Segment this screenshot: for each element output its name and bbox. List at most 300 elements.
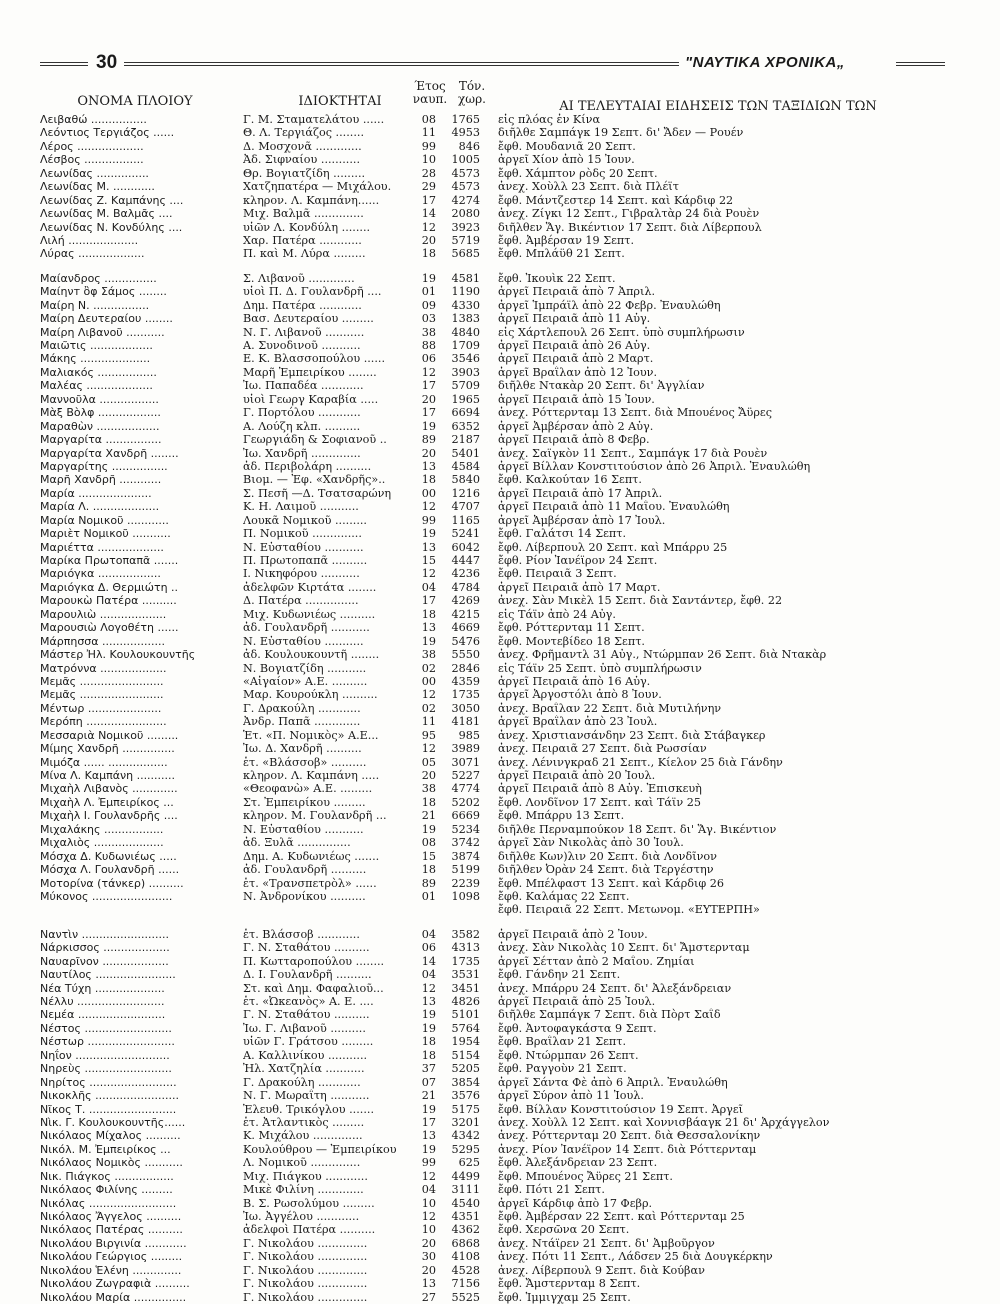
ship-name: Μαργαρίτα Χανδρῆ ........ — [40, 446, 179, 460]
table-row — [40, 113, 960, 126]
owner-name: Λουκᾶ Νομικοῦ ......... — [243, 513, 367, 527]
owner-name: υἱοὶ Γεωργ Καραβία ..... — [243, 392, 379, 406]
build-year: 99 — [421, 139, 436, 153]
voyage-news: ἔφθ. Μουδανιᾶ 20 Σεπτ. — [498, 139, 636, 153]
voyage-news: ἔφθ. Βίλλαν Κονστιτούσιον 19 Σεπτ. Ἀργεῖ — [498, 1102, 744, 1116]
header-rule-left — [40, 62, 88, 66]
build-year: 14 — [421, 207, 436, 221]
build-year: 02 — [421, 701, 436, 715]
tonnage: 1165 — [451, 513, 480, 527]
owner-name: ἀδ. Περιβολάρη .......... — [243, 459, 372, 473]
table-row — [40, 863, 960, 876]
column-header-tonnage — [452, 80, 492, 106]
voyage-news: ἔφθ. Ἰκουὶκ 22 Σεπτ. — [498, 271, 616, 285]
build-year: 04 — [421, 927, 436, 941]
owner-name: Δ. Πατέρα ............... — [243, 594, 359, 608]
table-row — [40, 326, 960, 339]
ship-name: Μιχαὴλ Λιβανὸς ............. — [40, 782, 178, 796]
build-year: 14 — [421, 954, 436, 968]
voyage-news: διῆλθε Σαμπάγκ 7 Σεπτ. διὰ Πὸρτ Σαΐδ — [498, 1008, 721, 1022]
owner-name: Μικὲ Φιλίνη ............. — [243, 1183, 364, 1197]
owner-name: Γ. Δρακούλη ............ — [243, 701, 361, 715]
ship-name: Μόσχα Δ. Κυδωνιέως ..... — [40, 849, 177, 863]
owner-name: κληρον. Λ. Καμπάνη ..... — [243, 769, 380, 782]
voyage-news: ἀργεῖ Σέτταν ἀπὸ 2 Μαΐου. Ζημίαι — [498, 954, 695, 968]
tonnage: 4540 — [451, 1196, 480, 1210]
build-year: 18 — [421, 1048, 436, 1062]
ship-name: Ναυτίλος ....................... — [40, 968, 176, 982]
table-row — [40, 554, 960, 567]
build-year: 19 — [421, 527, 436, 541]
table-row — [40, 153, 960, 166]
build-year: 89 — [421, 433, 436, 447]
owner-name: υἱῶν Γ. Γράτσου ......... — [243, 1035, 374, 1049]
table-row — [40, 460, 960, 473]
table-row — [40, 1264, 960, 1277]
voyage-news: ἀργεῖ Βίλλαν Κονστιτούσιον ἀπὸ 26 Ἀπριλ. Ἐναυλώθη — [498, 459, 811, 473]
build-year: 20 — [421, 1236, 436, 1250]
voyage-news: ἀνεχ. Χριστιανσάνδην 23 Σεπτ. διὰ Στάβαγκερ — [498, 728, 766, 742]
tonnage: 4108 — [451, 1250, 480, 1264]
ship-name: Μαλέας ................... — [40, 379, 153, 393]
table-row — [40, 662, 960, 675]
build-year: 28 — [421, 166, 436, 180]
owner-name: ἀδ. Γουλανδρῆ ........... — [243, 621, 370, 635]
owner-name: Θρ. Βογιατζίδη ......... — [243, 166, 366, 180]
owner-name: Γ. Ν. Σταθάτου .......... — [243, 941, 370, 955]
column-header-year-line2: ναυπ. — [412, 92, 448, 106]
tonnage: 3742 — [451, 836, 480, 850]
tonnage: 5202 — [451, 795, 480, 809]
ship-name: Νέα Τύχη .................... — [40, 981, 165, 995]
voyage-news: εἰς πλόας ἐν Κίνα — [498, 113, 601, 126]
owner-name: ἀδ. Ξυλᾶ ............... — [243, 836, 351, 850]
ship-name: Λύρας ................... — [40, 247, 145, 261]
voyage-news: ἀργεῖ Ἀμβέρσαν ἀπὸ 2 Αὐγ. — [498, 419, 654, 433]
build-year: 01 — [421, 285, 436, 299]
owner-name: ἀδελφοὶ Πατέρα .......... — [243, 1223, 376, 1237]
tonnage: 3050 — [451, 701, 480, 715]
voyage-news: ἔφθ. Μπάρρυ 13 Σεπτ. — [498, 809, 625, 823]
ship-name: Νικόλας ......................... — [40, 1196, 177, 1210]
voyage-news: ἀνεχ. Ρίον Ἰανέϊρον 14 Σεπτ. διὰ Ρόττερνταμ — [498, 1142, 757, 1156]
voyage-news: εἰς Τάϊν 25 Σεπτ. ὑπὸ συμπλήρωσιν — [498, 661, 702, 675]
ship-name: Μιχαὴλ Λ. Ἐμπειρίκος ... — [40, 795, 174, 809]
voyage-news: ἀργεῖ Ἀργοστόλι ἀπὸ 8 Ἰουν. — [498, 688, 662, 702]
tonnage: 4269 — [451, 594, 480, 608]
ship-name: Λέρος ................... — [40, 139, 144, 153]
table-row — [40, 285, 960, 298]
build-year: 99 — [421, 513, 436, 527]
tonnage: 2239 — [451, 876, 480, 890]
build-year: 21 — [421, 1089, 436, 1103]
voyage-news: ἔφθ. Πειραιᾶ 22 Σεπτ. Μετωνομ. «ΕΥΤΕΡΠΗ» — [498, 903, 760, 917]
table-row — [40, 982, 960, 995]
table-row — [40, 299, 960, 312]
ship-name: Μαίηνт ὂφ Σάμος ........ — [40, 285, 167, 299]
owner-name: Μαρῆ Ἐμπειρίκου ........ — [243, 365, 377, 379]
ship-name: Νικόλαος Νομικὸς ........... — [40, 1156, 183, 1170]
owner-name: Ἑτ. «Π. Νομικὸς» Α.Ε... — [243, 728, 379, 742]
voyage-news: ἀργεῖ Πειραιᾶ ἀπὸ 20 Ἰουλ. — [498, 769, 656, 782]
ship-name: Μάστερ Ἠλ. Κουλουκουντῆς — [40, 648, 196, 662]
table-row — [40, 1035, 960, 1048]
table-row — [40, 1237, 960, 1250]
build-year: 12 — [421, 365, 436, 379]
voyage-news: ἔφθ. Χάμπτον ρὸδς 20 Σεπτ. — [498, 166, 658, 180]
table-row — [40, 1277, 960, 1290]
ship-name: Μαλιακός ................. — [40, 365, 157, 379]
ship-name: Μαρῆ Χανδρῆ ............ — [40, 473, 162, 487]
build-year: 13 — [421, 995, 436, 1008]
build-year: 12 — [421, 567, 436, 581]
voyage-news: ἔφθ. Ἱμμιγχαμ 25 Σεπτ. — [498, 1290, 631, 1304]
ship-name: Μαρίκα Πρωτοπαπᾶ ....... — [40, 554, 179, 567]
table-row — [40, 541, 960, 554]
ship-name: Νικολάου Ἑλένη .............. — [40, 1263, 182, 1277]
build-year: 04 — [421, 580, 436, 594]
ship-name: Νῖκος Τ. ......................... — [40, 1102, 177, 1116]
voyage-news: ἀνεχ. Πειραιᾶ 27 Σεπτ. διὰ Ρωσσίαν — [498, 742, 707, 756]
tonnage: 5476 — [451, 634, 480, 648]
build-year: 00 — [421, 486, 436, 500]
voyage-news: ἔφθ. Γάνδην 21 Σεπτ. — [498, 968, 621, 982]
table-row — [40, 850, 960, 863]
tonnage: 3903 — [451, 365, 480, 379]
owner-name: Ν. Εὐσταθίου ........... — [243, 822, 364, 836]
table-row — [40, 514, 960, 527]
owner-name: ἑτ. «Ὠκεανὸς» Α. Ε. .... — [243, 995, 374, 1008]
ship-name: Λεωνίδας Μ. Βαλμᾶς .... — [40, 207, 173, 221]
ship-name: Μαραθὼν .................. — [40, 419, 160, 433]
voyage-news: ἀργεῖ Χίον ἀπὸ 15 Ἰουν. — [498, 153, 635, 167]
tonnage: 5719 — [451, 233, 480, 247]
build-year: 18 — [421, 473, 436, 487]
build-year: 30 — [421, 1250, 436, 1264]
owner-name: Ἠλ. Χατζηλία ........... — [243, 1062, 365, 1076]
tonnage: 4499 — [451, 1169, 480, 1183]
voyage-news: ἀνεχ. Λένινγκραδ 21 Σεπτ., Κίελον 25 διὰ Γάνδην — [498, 755, 783, 769]
table-row — [40, 1089, 960, 1102]
tonnage: 3451 — [451, 981, 480, 995]
tonnage: 5199 — [451, 863, 480, 877]
owner-name: Ἰω. Γ. Λιβανοῦ .......... — [243, 1021, 366, 1035]
header-rule-right — [896, 62, 945, 66]
ship-name: Μεσσαριὰ Νομικοῦ ......... — [40, 728, 179, 742]
voyage-news: ἀργεῖ Πειραιᾶ ἀπὸ 2 Μαρτ. — [498, 352, 654, 366]
tonnage: 846 — [458, 139, 480, 153]
table-row — [40, 729, 960, 742]
build-year: 12 — [421, 742, 436, 756]
owner-name: Δ. Μοσχονᾶ ............. — [243, 139, 362, 153]
tonnage: 4840 — [451, 325, 480, 339]
owner-name: Χαρ. Πατέρα ............ — [243, 233, 362, 247]
table-row — [40, 180, 960, 193]
tonnage: 3531 — [451, 968, 480, 982]
ship-name: Λεωνίδας Μ. ............ — [40, 180, 155, 194]
column-header-tons-line2: χωρ. — [458, 92, 486, 106]
table-row — [40, 247, 960, 260]
table-row — [40, 379, 960, 392]
voyage-news: ἀνεχ. Ζίγκι 12 Σεπτ., Γιβραλτὰρ 24 διὰ Ρουὲν — [498, 207, 760, 221]
ship-name: Νικολάου Βιργινία ............ — [40, 1236, 187, 1250]
build-year: 13 — [421, 1277, 436, 1291]
tonnage: 4774 — [451, 782, 480, 796]
table-row — [40, 877, 960, 890]
owner-name: Λ. Νομικοῦ .............. — [243, 1156, 361, 1170]
tonnage: 5154 — [451, 1048, 480, 1062]
voyage-news: ἀργεῖ Πειραιᾶ ἀπὸ 26 Αὐγ. — [498, 339, 651, 352]
tonnage: 4953 — [451, 126, 480, 140]
voyage-news: ἀργεῖ Κάρδιφ ἀπὸ 17 Φεβρ. — [498, 1196, 653, 1210]
tonnage: 1383 — [451, 312, 480, 326]
tonnage: 1005 — [451, 153, 480, 167]
tonnage: 6042 — [451, 540, 480, 554]
ship-name: Μιχαλάκης ................. — [40, 822, 164, 836]
build-year: 12 — [421, 981, 436, 995]
voyage-news: ἔφθ. Μπέλφαστ 13 Σεπτ. καὶ Κάρδιφ 26 — [498, 876, 725, 890]
ship-name: Μιχαὴλ Ι. Γουλανδρῆς .... — [40, 809, 178, 823]
owner-name: Μιχ. Βαλμᾶ .............. — [243, 207, 364, 221]
voyage-news: ἀργεῖ Σὰν Νικολὰς ἀπὸ 30 Ἰουλ. — [498, 836, 684, 850]
ship-name: Μαριὲτ Νομικοῦ ........... — [40, 527, 171, 541]
voyage-news: ἀνεχ. Ρόττερνταμ 13 Σεπτ. διὰ Μπουένος Ἄϋρες — [498, 406, 772, 420]
build-year: 10 — [421, 1223, 436, 1237]
owner-name: ἀδ. Γουλανδρῆ .......... — [243, 863, 367, 877]
owner-name: Βασ. Δευτεραίου ......... — [243, 312, 374, 326]
voyage-news: ἀργεῖ Πειραιᾶ ἀπὸ 25 Ἰουλ. — [498, 995, 656, 1008]
build-year: 18 — [421, 795, 436, 809]
build-year: 12 — [421, 688, 436, 702]
owner-name: Μιχ. Κυδωνιέως .......... — [243, 607, 376, 621]
owner-name: Ν. Βογιατζίδη ........... — [243, 661, 367, 675]
voyage-news: ἔφθ. Μάντζεστερ 14 Σεπτ. καὶ Κάρδιφ 22 — [498, 193, 734, 207]
voyage-news: ἀργεῖ Πειραιᾶ ἀπὸ 17 Μαρτ. — [498, 580, 661, 594]
table-row — [40, 715, 960, 728]
tonnage: 1735 — [451, 954, 480, 968]
table-row — [40, 594, 960, 607]
ship-name: Νικόλαος Φιλίνης ......... — [40, 1183, 173, 1197]
column-header-latest-news: ΑΙ ΤΕΛΕΥΤΑΙΑΙ ΕΙΔΗΣΕΙΣ ΤΩΝ ΤΑΞΙΔΙΩΝ ΤΩΝ — [559, 99, 877, 114]
table-row — [40, 339, 960, 352]
ship-name: Μιχαλιὸς .................... — [40, 836, 164, 850]
voyage-news: ἔφθ. Ρίον Ἰανέϊρον 24 Σεπτ. — [498, 554, 658, 567]
table-row — [40, 366, 960, 379]
table-row — [40, 782, 960, 795]
build-year: 12 — [421, 1169, 436, 1183]
ship-name: Λειβαθώ ................ — [40, 113, 147, 126]
voyage-news: ἀργεῖ Βραΐλαν ἀπὸ 12 Ἰουν. — [498, 365, 658, 379]
ship-name: Μαίρη Δευτεραίου ........ — [40, 312, 173, 326]
ship-name: Μερόπη ....................... — [40, 715, 167, 729]
build-year: 04 — [421, 968, 436, 982]
voyage-news: διῆλθεν Ὀρὰν 24 Σεπτ. διὰ Τεργέστην — [498, 863, 714, 877]
tonnage: 4362 — [451, 1223, 480, 1237]
owner-name: Π. καὶ Μ. Λύρα ......... — [243, 247, 366, 261]
build-year: 11 — [421, 715, 436, 729]
ship-name: Μίμης Χανδρῆ ............... — [40, 742, 175, 756]
voyage-news: ἀργεῖ Πειραιᾶ ἀπὸ 2 Ἰουν. — [498, 927, 648, 941]
owner-name: Κουλούθρου — Ἐμπειρίκου — [243, 1142, 397, 1156]
build-year: 18 — [421, 247, 436, 261]
tonnage: 6694 — [451, 406, 480, 420]
table-row — [40, 1103, 960, 1116]
tonnage: 4581 — [451, 271, 480, 285]
owner-name: ἑτ. Ἀτλαντικὸς ......... — [243, 1115, 365, 1129]
build-year: 15 — [421, 849, 436, 863]
table-row — [40, 809, 960, 822]
build-year: 13 — [421, 540, 436, 554]
ship-name: Ναυαρῖνον ................... — [40, 954, 169, 968]
ship-name: Νικολάου Ζωγραφιὰ .......... — [40, 1277, 190, 1291]
tonnage: 4573 — [451, 180, 480, 194]
tonnage: 4359 — [451, 674, 480, 688]
owner-name: ἀδ. Κουλουκουντῆ ........ — [243, 648, 380, 662]
build-year: 38 — [421, 782, 436, 796]
table-row — [40, 207, 960, 220]
table-row — [40, 581, 960, 594]
owner-name: Δ. Ι. Γουλανδρῆ .......... — [243, 968, 372, 982]
tonnage: 4313 — [451, 941, 480, 955]
ship-name: Μιμόζα ...... ................. — [40, 755, 168, 769]
owner-name: ἑτ. Βλάσσοβ ............ — [243, 927, 360, 941]
ship-name: Λεωνίδας Ζ. Καμπάνης .... — [40, 193, 184, 207]
table-row — [40, 567, 960, 580]
voyage-news: ἔφθ. Ρόττερνταμ 11 Σεπτ. — [498, 621, 645, 635]
ship-table — [40, 113, 960, 1304]
tonnage: 5241 — [451, 527, 480, 541]
ship-name: Μαργαρίτης ................ — [40, 459, 168, 473]
table-row — [40, 1062, 960, 1075]
table-row — [40, 955, 960, 968]
tonnage: 4528 — [451, 1263, 480, 1277]
build-year: 08 — [421, 836, 436, 850]
build-year: 07 — [421, 1075, 436, 1089]
voyage-news: ἀνεχ. Χοὺλλ 23 Σεπτ. διὰ Πλέϊτ — [498, 180, 679, 194]
column-header-build-year — [410, 80, 450, 106]
voyage-news: ἔφθ. Μοντεβίδεο 18 Σεπτ. — [498, 634, 645, 648]
voyage-news: ἔφθ. Βραΐλαν 21 Σεπτ. — [498, 1035, 627, 1049]
owner-name: Δημ. Πατέρα ............ — [243, 298, 362, 312]
tonnage: 4351 — [451, 1210, 480, 1223]
voyage-news: ἀργεῖ Πειραιᾶ ἀπὸ 11 Μαΐου. Ἐναυλώθη — [498, 500, 730, 514]
tonnage: 5709 — [451, 379, 480, 393]
voyage-news: ἔφθ. Καλάμας 22 Σεπτ. — [498, 889, 630, 903]
build-year: 05 — [421, 755, 436, 769]
build-year: 99 — [421, 1156, 436, 1170]
column-header-tons-line1: Τόν. — [458, 79, 486, 93]
build-year: 20 — [421, 233, 436, 247]
table-row — [40, 1250, 960, 1263]
owner-name: Ἰω. Δ. Χανδρῆ .......... — [243, 742, 362, 756]
table-row — [40, 406, 960, 419]
voyage-news: ἀργεῖ Σύρον ἀπὸ 11 Ἰουλ. — [498, 1089, 644, 1103]
ship-name: Μαρουκὼ Πατέρα .......... — [40, 594, 177, 608]
voyage-news: ἀνεχ. Βραΐλαν 22 Σεπτ. διὰ Μυτιλήνην — [498, 701, 722, 715]
table-row — [40, 447, 960, 460]
owner-name: Α. Λούζη κλπ. .......... — [243, 419, 361, 433]
tonnage: 5227 — [451, 769, 480, 782]
table-row — [40, 500, 960, 513]
build-year: 17 — [421, 379, 436, 393]
voyage-news: ἔφθ. Ντώρμπαν 26 Σεπτ. — [498, 1048, 639, 1062]
ship-name: Νικ. Πιάγκος ................. — [40, 1169, 174, 1183]
table-row — [40, 995, 960, 1008]
ship-name: Λέσβος ................. — [40, 153, 144, 167]
build-year: 08 — [421, 113, 436, 126]
tonnage: 1735 — [451, 688, 480, 702]
tonnage: 5550 — [451, 648, 480, 662]
owner-name: Ν. Ἀνδρονίκου .......... — [243, 889, 366, 903]
owner-name: ἀδελφῶν Κιρτάτα ........ — [243, 580, 377, 594]
voyage-news: ἔφθ. Πότι 21 Σεπτ. — [498, 1183, 605, 1197]
build-year: 95 — [421, 728, 436, 742]
ship-name: Μάρπησσα .................. — [40, 634, 165, 648]
build-year: 04 — [421, 1183, 436, 1197]
build-year: 18 — [421, 863, 436, 877]
owner-name: Γ. Δρακούλη ............ — [243, 1075, 361, 1089]
table-row — [40, 796, 960, 809]
table-row — [40, 702, 960, 715]
owner-name: Μιχ. Πιάγκου ............ — [243, 1169, 368, 1183]
tonnage: 1965 — [451, 392, 480, 406]
owner-name: Γ. Πορτόλου ............ — [243, 406, 361, 420]
tonnage: 5234 — [451, 822, 480, 836]
table-row — [40, 1197, 960, 1210]
build-year: 21 — [421, 809, 436, 823]
voyage-news: εἰς Τάϊν ἀπὸ 24 Αὐγ. — [498, 607, 616, 621]
tonnage: 5205 — [451, 1062, 480, 1076]
build-year: 19 — [421, 419, 436, 433]
tonnage: 1954 — [451, 1035, 480, 1049]
publication-title: "ΝΑΥΤΙΚΑ ΧΡΟΝΙΚΑ„ — [685, 54, 845, 71]
voyage-news: ἀργεῖ Ἱμπράϊλ ἀπὸ 22 Φεβρ. Ἐναυλώθη — [498, 298, 721, 312]
owner-name: Κ. Η. Λαιμοῦ ........... — [243, 500, 359, 514]
tonnage: 2187 — [451, 433, 480, 447]
owner-name: Ε. Κ. Βλασσοπούλου ...... — [243, 352, 386, 366]
tonnage: 4447 — [451, 554, 480, 567]
build-year: 09 — [421, 298, 436, 312]
ship-name: Μαίρη Ν. ................ — [40, 298, 150, 312]
tonnage: 5840 — [451, 473, 480, 487]
owner-name: Π. Πρωτοπαπᾶ .......... — [243, 554, 368, 567]
build-year: 19 — [421, 634, 436, 648]
build-year: 20 — [421, 1263, 436, 1277]
tonnage: 5685 — [451, 247, 480, 261]
table-row — [40, 1076, 960, 1089]
ship-name: Μαιῶτις .................. — [40, 339, 153, 352]
ship-name: Λεωνίδας Ν. Κονδύλης .... — [40, 220, 183, 234]
owner-name: Ἰω. Ἀγγέλου ............ — [243, 1210, 360, 1223]
owner-name: Δημ. Α. Κυδωνιέως ....... — [243, 849, 380, 863]
tonnage: 2080 — [451, 207, 480, 221]
table-row — [40, 836, 960, 849]
voyage-news: ἀνεχ. Μπάρρυ 24 Σεπτ. δι' Ἀλεξάνδρειαν — [498, 981, 732, 995]
build-year: 13 — [421, 621, 436, 635]
table-row — [40, 1291, 960, 1304]
table-row — [40, 140, 960, 153]
ship-name: Μὰξ Βὸλφ .................. — [40, 406, 161, 420]
table-row — [40, 420, 960, 433]
ship-name: Νηρεὺς ......................... — [40, 1062, 172, 1076]
owner-name: Γ. Νικολάου .............. — [243, 1290, 368, 1304]
ship-name: Λεόντιος Τεργιάζος ...... — [40, 126, 175, 140]
table-row — [40, 903, 960, 916]
ship-name: Μαριόγκα Δ. Θερμιώτη .. — [40, 580, 179, 594]
voyage-news: ἔφθ. Ἀντοφαγκάστα 9 Σεπτ. — [498, 1021, 657, 1035]
build-year: 88 — [421, 339, 436, 352]
owner-name: Γ. Μ. Σταματελάτου ...... — [243, 113, 385, 126]
